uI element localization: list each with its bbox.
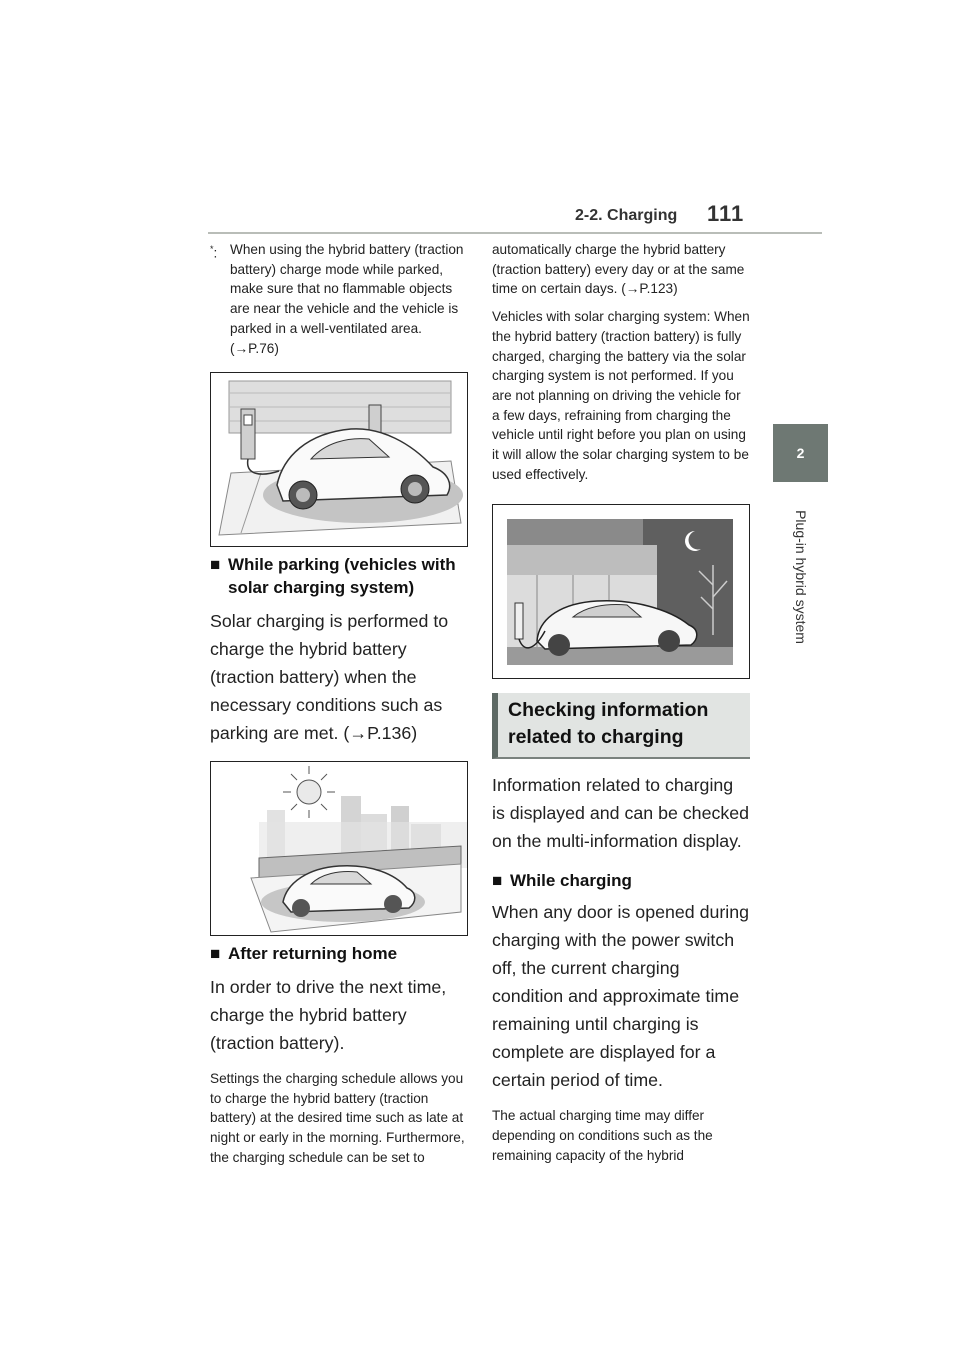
chapter-title-text: Plug-in hybrid system — [792, 510, 809, 644]
section-title: 2-2. Charging — [575, 207, 678, 224]
footnote-marker: *: — [210, 244, 218, 261]
night-charging-illustration — [492, 504, 750, 679]
subhead-while-parking: ■ While parking (vehicles with solar charging system) — [210, 555, 456, 597]
paragraph-door-opened: When any door is opened during charging with the power switch off, the current charging condition and approximate time remaining until charging is complete are displayed for a certain period of time. — [492, 902, 750, 1091]
square-bullet-icon: ■ — [492, 871, 503, 891]
garage-charging-illustration — [210, 372, 468, 547]
paragraph-charging-schedule: Settings the charging schedule allows you to charge the hybrid battery (traction battery) at the desired time such as late at night or early in the morning. Furthermore, the charging schedule can be set to — [210, 1071, 465, 1165]
paragraph-solar-note: Vehicles with solar charging system: When the hybrid battery (traction battery) is fully charged, charging the battery via the solar charging system is not performed. If you are not planning on driving the vehicle for a few days, refraining from charging the vehicle until right before you plan on using it will allow the solar charging system to be used effectively. — [492, 309, 750, 482]
chapter-title-vertical — [773, 492, 828, 662]
header-divider — [208, 232, 822, 234]
page-number: 111 — [707, 201, 745, 226]
garage-charging-svg — [211, 373, 467, 546]
footnote — [210, 240, 468, 360]
paragraph-next-drive: In order to drive the next time, charge the hybrid battery (traction battery). — [210, 977, 447, 1053]
square-bullet-icon: ■ — [210, 555, 221, 574]
section-heading-checking-info: Checking information related to charging — [492, 693, 750, 759]
paragraph-info-display: Information related to charging is displayed and can be checked on the multi-information display. — [492, 775, 750, 852]
chapter-tab[interactable]: 2 — [773, 424, 828, 482]
square-bullet-icon: ■ — [210, 944, 221, 963]
right-column — [492, 240, 750, 1166]
night-charging-svg — [493, 505, 749, 678]
left-column — [210, 240, 468, 1168]
solar-charging-svg — [211, 762, 467, 935]
paragraph-auto-charge: automatically charge the hybrid battery (traction battery) every day or at the same time on certain days. (→P.123) — [492, 242, 745, 297]
subhead-while-charging: ■ While charging — [492, 871, 632, 891]
footnote-text: When using the hybrid battery (traction battery) charge mode while parked, make sure that no flammable objects are near the vehicle and the vehicle is parked in a well-ventilated area. (→P.76) — [230, 242, 464, 356]
solar-charging-illustration — [210, 761, 468, 936]
paragraph-charging-time-note: The actual charging time may differ depending on conditions such as the remaining capacity of the hybrid — [492, 1108, 713, 1163]
subhead-after-returning-home: ■ After returning home — [210, 944, 398, 963]
paragraph-solar-charging: Solar charging is performed to charge the hybrid battery (traction battery) when the necessary conditions such as parking are met. (→P.136) — [210, 611, 449, 743]
